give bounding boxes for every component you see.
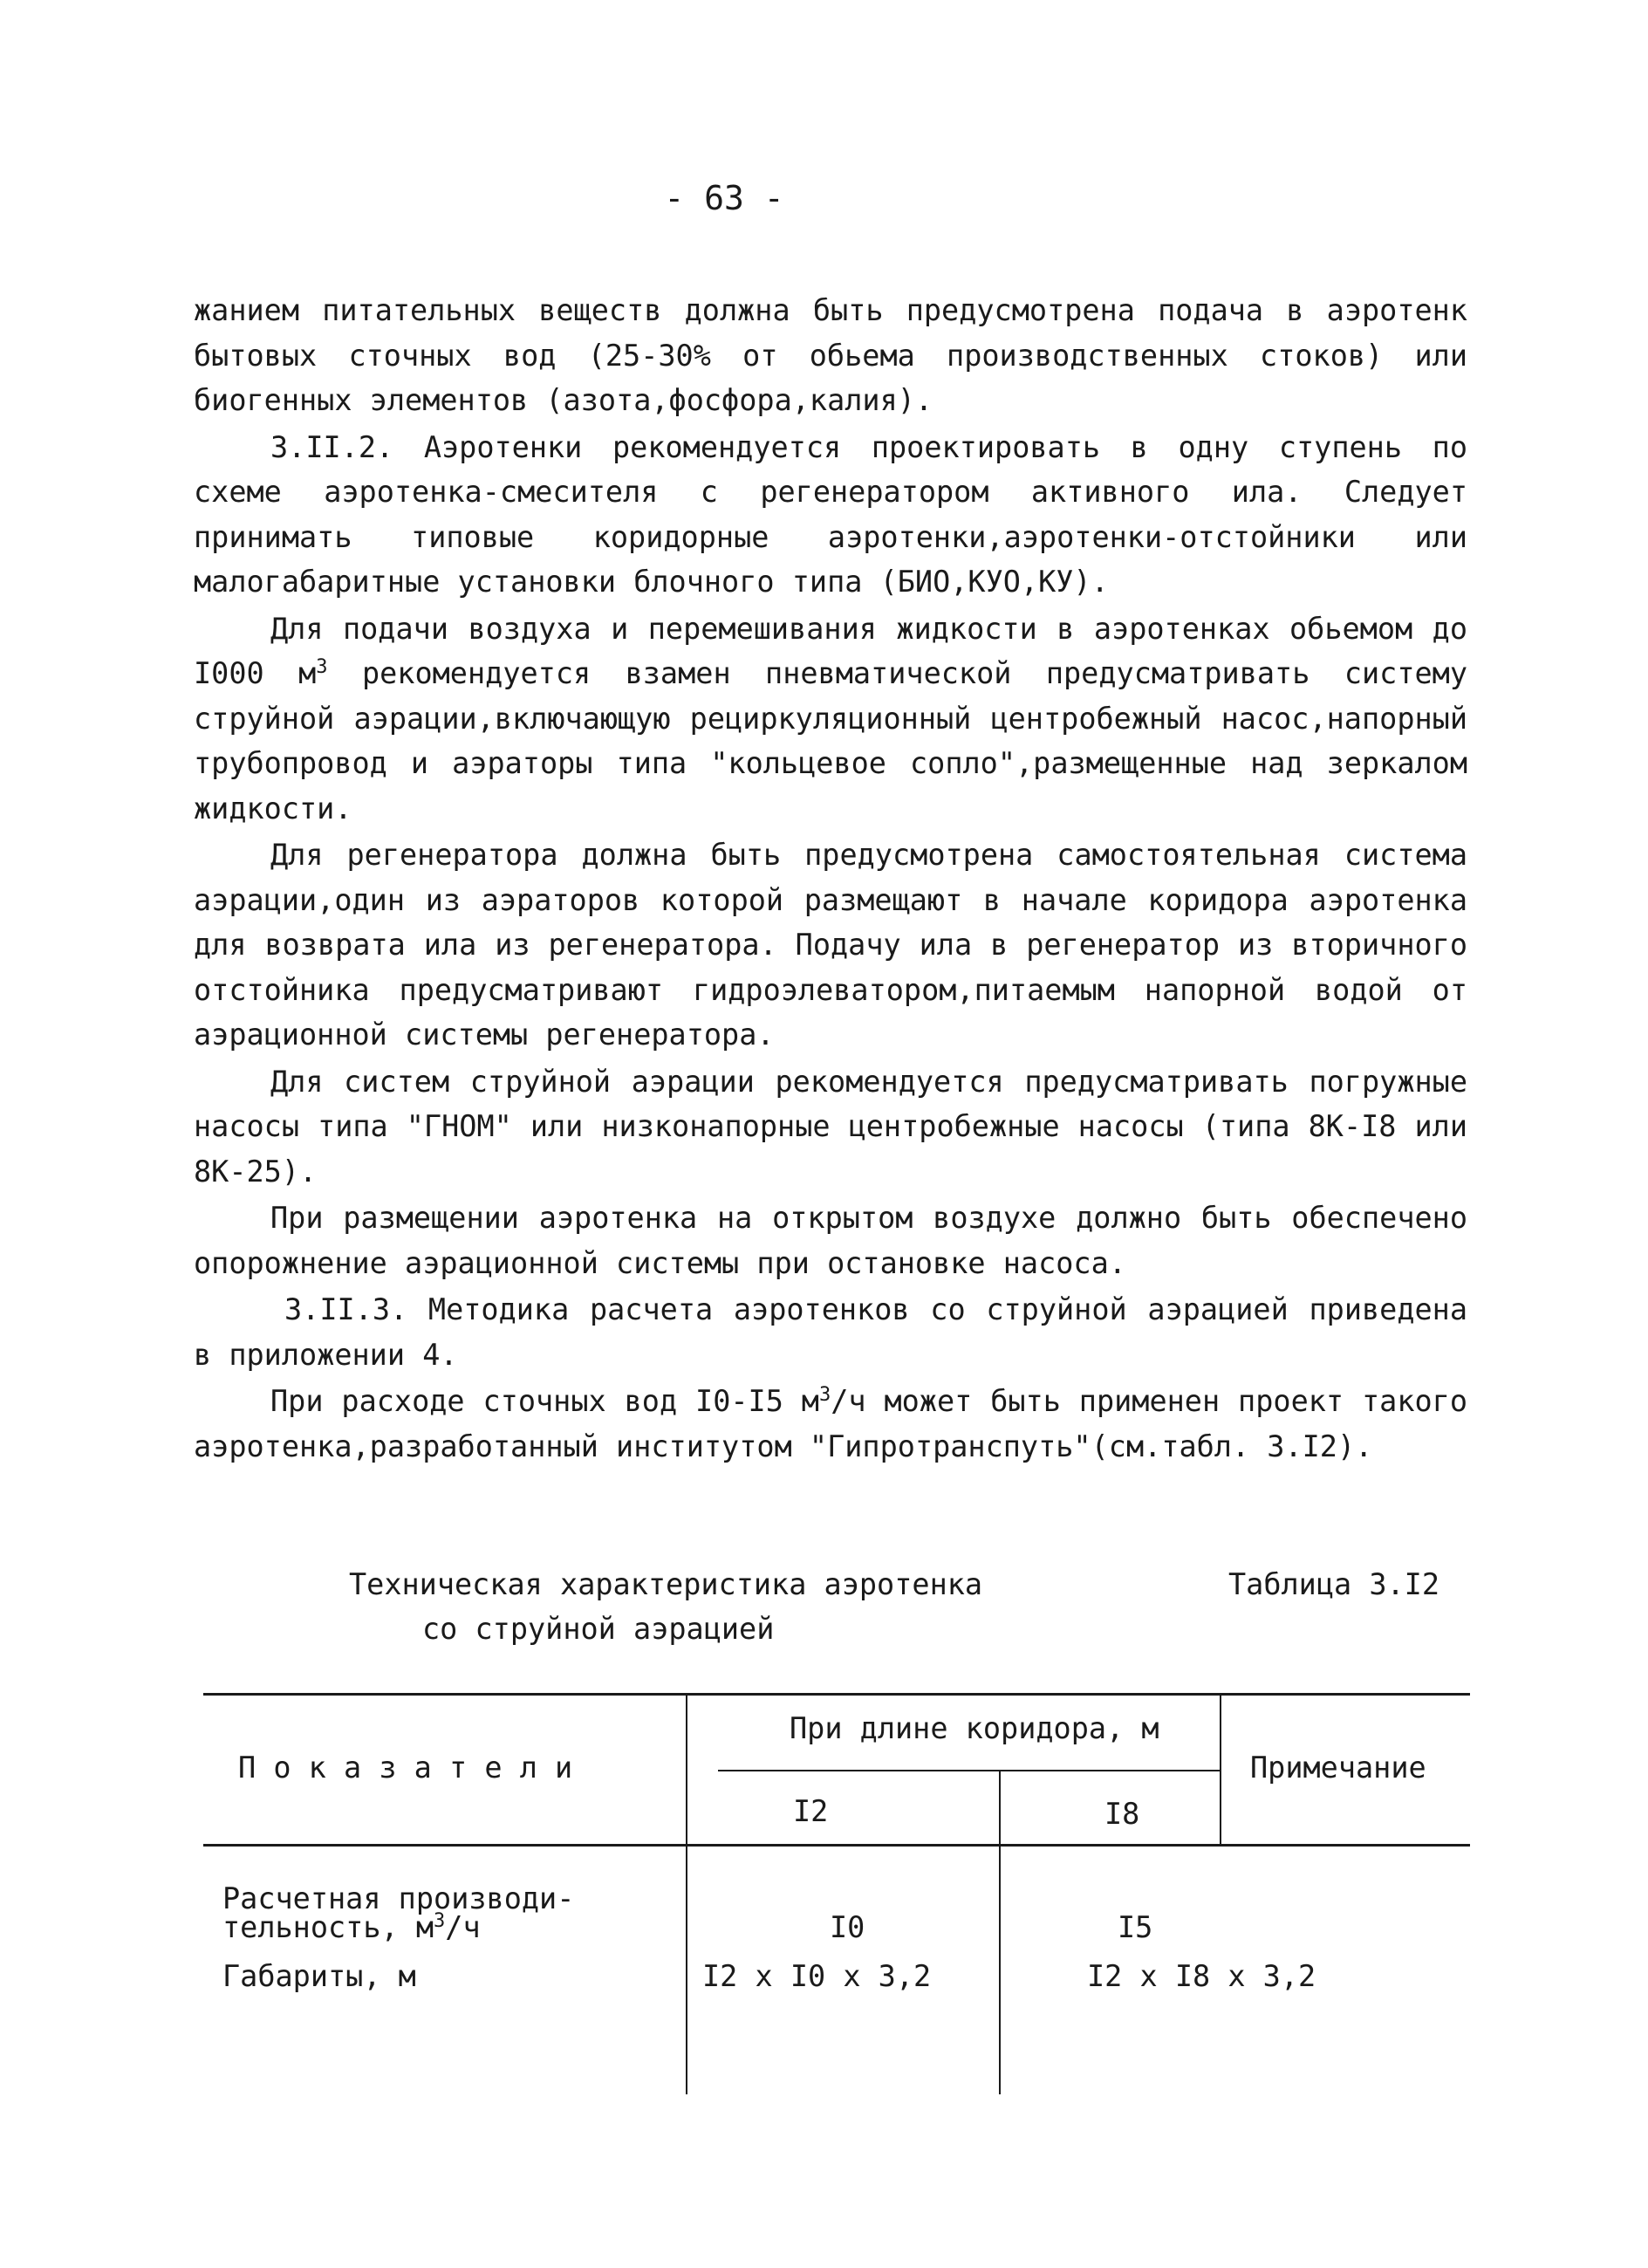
row-capacity-unit: /ч (445, 1910, 481, 1944)
paragraph-flow (194, 1379, 1467, 1469)
row-dimensions-label: Габариты, м (222, 1959, 416, 1993)
table-number: Таблица 3.I2 (1228, 1567, 1440, 1601)
table-top-rule (203, 1693, 1470, 1696)
paragraph-flow-rest: /ч может быть применен проект такого аэротенка,разработанный институтом "Гипротранспуть"(см.табл. 3.I2). (194, 1384, 1467, 1463)
paragraph-air-supply-rest: рекомендуется взамен пневматической предусматривать систему струйной аэрации,включающую рециркуляционный центробежный насос,напорный трубопровод и аэраторы типа "кольцевое сопло",размещенные над зеркалом жидкости. (194, 656, 1467, 826)
page-number: - 63 - (664, 179, 784, 217)
table-vrule-1 (686, 1693, 687, 2094)
table-group-rule (718, 1770, 1220, 1771)
paragraph-pumps: Для систем струйной аэрации рекомендуется предусматривать погружные насосы типа "ГНОМ" или низконапорные центробежные насосы (типа 8К-I8 или 8К-25). (194, 1064, 1467, 1189)
row-capacity-col-12: I0 (830, 1910, 865, 1944)
table-vrule-3 (1220, 1693, 1221, 1847)
data-table (203, 1693, 1470, 2094)
table-caption-line2: со струйной аэрацией (422, 1612, 775, 1646)
row-capacity-label-2 (222, 1909, 481, 1946)
superscript-3: 3 (316, 655, 328, 678)
header-col-18: I8 (1104, 1797, 1140, 1831)
table-caption-line1: Техническая характеристика аэротенка (349, 1567, 983, 1601)
paragraph-3-11-2: 3.II.2. Аэротенки рекомендуется проектировать в одну ступень по схеме аэротенка-смесителя с регенератором активного ила. Следует принимать типовые коридорные аэротенки,аэротенки-отстойники или малогабаритные установки блочного типа (БИО,КУО,КУ). (194, 429, 1467, 599)
row-dimensions-col-18: I2 х I8 х 3,2 (1087, 1959, 1316, 1993)
paragraph-regenerator: Для регенератора должна быть предусмотрена самостоятельная система аэрации,один из аэраторов которой размещают в начале коридора аэротенка для возврата ила из регенератора. Подачу ила в регенератор из вторичного отстойника предусматривают гидроэлеватором,питаемым напорной водой от аэрационной системы регенератора. (194, 838, 1467, 1052)
table-caption (349, 1562, 982, 1651)
superscript-3b: 3 (818, 1383, 831, 1406)
row-capacity-label-1: Расчетная производи- (222, 1881, 575, 1915)
paragraph-1: жанием питательных веществ должна быть предусмотрена подача в аэротенк бытовых сточных вод (25-30% от обьема производственных стоков) или биогенных элементов (азота,фосфора,калия). (194, 293, 1467, 417)
header-col-12: I2 (793, 1794, 829, 1828)
header-note: Примечание (1250, 1751, 1426, 1785)
paragraph-air-supply (194, 606, 1467, 832)
body-text (194, 288, 1467, 1469)
paragraph-3-11-3: 3.II.3. Методика расчета аэротенков со струйной аэрацией приведена в приложении 4. (194, 1292, 1467, 1372)
table-vrule-2 (999, 1771, 1001, 2094)
row-dimensions-col-12: I2 х I0 х 3,2 (702, 1959, 932, 1993)
table-header-rule (203, 1844, 1470, 1847)
row-capacity-label-2-text: тельность, м (222, 1910, 434, 1944)
superscript-3c: 3 (434, 1909, 446, 1932)
row-capacity-col-18: I5 (1118, 1910, 1153, 1944)
paragraph-flow-start: При расходе сточных вод I0-I5 м (270, 1384, 819, 1418)
header-indicators: П о к а з а т е л и (238, 1751, 573, 1785)
paragraph-air-supply-start: Для подачи воздуха и перемешивания жидкости в аэротенках обьемом до I000 м (194, 611, 1467, 690)
header-corridor-length: При длине коридора, м (790, 1711, 1159, 1745)
paragraph-outdoor: При размещении аэротенка на открытом воздухе должно быть обеспечено опорожнение аэрационной системы при остановке насоса. (194, 1201, 1467, 1280)
